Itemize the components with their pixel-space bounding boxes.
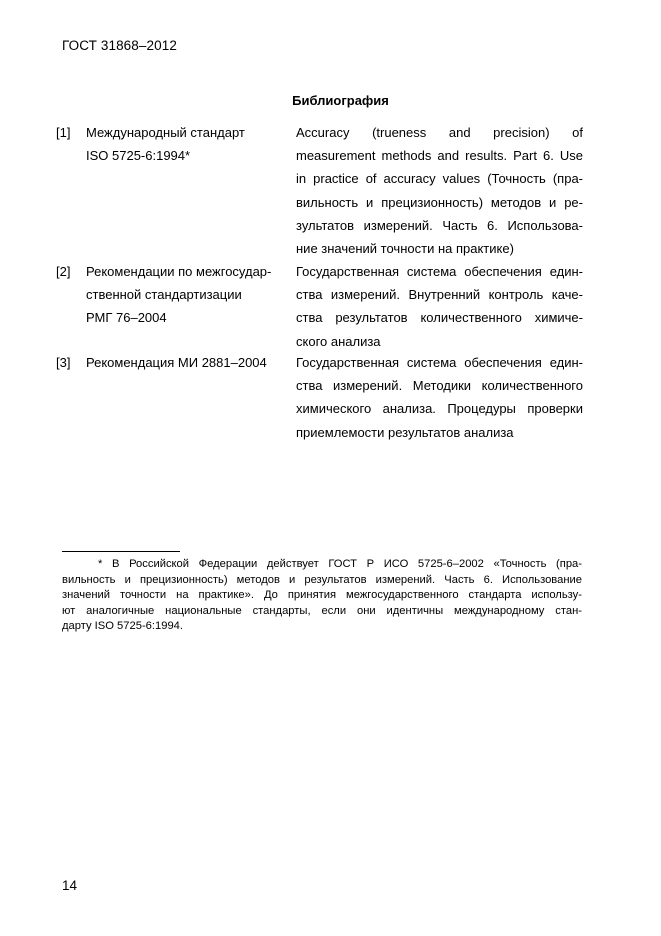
entry-description-line: ства измерений. Внутренний контроль каче- [296, 287, 583, 303]
entry-description-line: in practice of accuracy values (Точность (пра- [296, 171, 583, 187]
entry-description-line: Государственная система обеспечения един- [296, 355, 583, 370]
footnote [62, 557, 582, 635]
entry-source-line: ственной стандартизации [86, 287, 242, 303]
entry-source-line: ISO 5725-6:1994* [86, 148, 191, 164]
entry-number: [1] [56, 125, 71, 140]
entry-description [296, 121, 583, 260]
entry-source [86, 351, 286, 374]
entry-description-line: химического анализа. Процедуры проверки [296, 401, 583, 417]
entry-description-line: Государственная система обеспечения един- [296, 264, 583, 279]
entry-description-line: ства результатов количественного химиче- [296, 310, 583, 326]
bibliography-title: Библиография [292, 93, 389, 108]
entry-description-line: ского анализа [296, 333, 381, 349]
entry-number: [2] [56, 264, 71, 279]
entry-source-line: РМГ 76–2004 [86, 310, 167, 326]
entry-source-line: Рекомендация МИ 2881–2004 [86, 355, 267, 370]
entry-source-line: Рекомендации по межгосудар- [86, 264, 272, 279]
footnote-line: дарту ISO 5725-6:1994. [62, 620, 183, 633]
footnote-line: ют аналогичные национальные стандарты, если они идентичны международному стан- [62, 604, 582, 617]
entry-description-line: ние значений точности на практике) [296, 241, 514, 257]
document-header: ГОСТ 31868–2012 [62, 38, 177, 53]
entry-number: [3] [56, 355, 71, 370]
entry-description-line: зультатов измерений. Часть 6. Использова- [296, 217, 583, 233]
entry-source-line: Международный стандарт [86, 125, 245, 140]
entry-description [296, 351, 583, 444]
footnote-line: значений точности на практике». До принятия межгосударственного стандарта использу- [62, 589, 582, 602]
entry-source [86, 260, 286, 330]
entry-description-line: вильность и прецизионность) методов и ре- [296, 194, 583, 210]
entry-description-line: приемлемости результатов анализа [296, 424, 514, 440]
entry-source [86, 121, 286, 167]
entry-description-line: measurement methods and results. Part 6. Use [296, 148, 583, 164]
footnote-line: вильность и прецизионность) методов и результатов измерений. Часть 6. Использование [62, 573, 582, 586]
entry-description-line: Accuracy (trueness and precision) of [296, 125, 583, 140]
footnote-line: * В Российской Федерации действует ГОСТ Р ИСО 5725-6–2002 «Точность (пра- [98, 558, 582, 570]
entry-description-line: ства измерений. Методики количественного [296, 378, 583, 394]
entry-description [296, 260, 583, 353]
page-number: 14 [62, 878, 78, 893]
footnote-divider [62, 551, 180, 552]
